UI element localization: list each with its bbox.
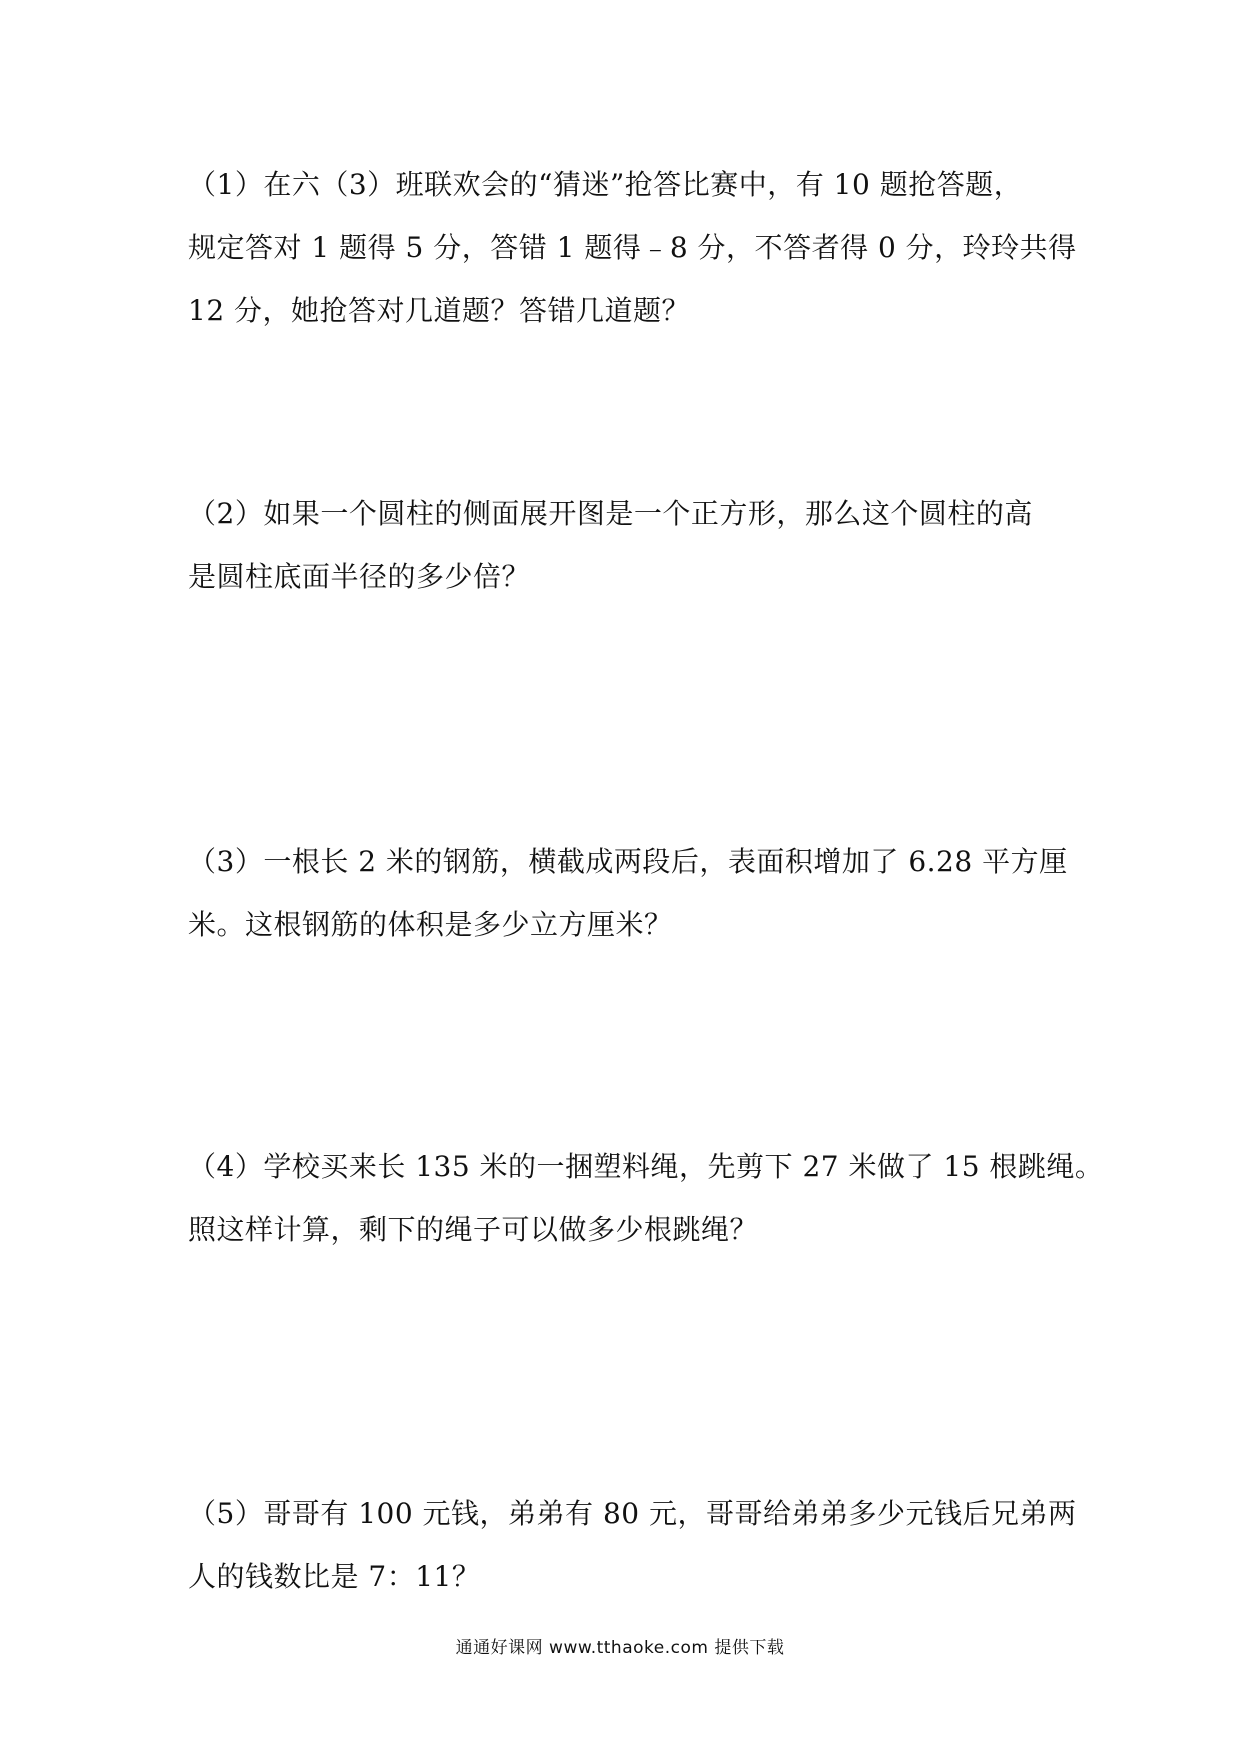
question-1-line-3: 12 分，她抢答对几道题？答错几道题？ — [188, 294, 691, 327]
question-1-line-2: 规定答对 1 题得 5 分，答错 1 题得﹣8 分，不答者得 0 分，玲玲共得 — [188, 231, 1077, 264]
question-2-line-1: （2）如果一个圆柱的侧面展开图是一个正方形，那么这个圆柱的高 — [188, 497, 1033, 530]
question-5-line-2: 人的钱数比是 7：11？ — [188, 1560, 481, 1593]
question-3 — [188, 830, 1068, 956]
footer-source-text: 通通好课网 www.tthaoke.com 提供下载 — [455, 1638, 785, 1658]
question-4 — [188, 1135, 1104, 1261]
question-1-line-1: （1）在六（3）班联欢会的“猜迷”抢答比赛中，有 10 题抢答题， — [188, 168, 1023, 201]
question-2-line-2: 是圆柱底面半径的多少倍？ — [188, 560, 531, 593]
question-3-line-2: 米。这根钢筋的体积是多少立方厘米？ — [188, 908, 673, 941]
question-4-line-2: 照这样计算，剩下的绳子可以做多少根跳绳？ — [188, 1213, 759, 1246]
question-3-line-1: （3）一根长 2 米的钢筋，横截成两段后，表面积增加了 6.28 平方厘 — [188, 845, 1068, 878]
question-1 — [188, 153, 1077, 342]
question-4-line-1: （4）学校买来长 135 米的一捆塑料绳，先剪下 27 米做了 15 根跳绳。 — [188, 1150, 1104, 1183]
question-2 — [188, 482, 1058, 608]
question-5-line-1: （5）哥哥有 100 元钱，弟弟有 80 元，哥哥给弟弟多少元钱后兄弟两 — [188, 1497, 1077, 1530]
question-5 — [188, 1482, 1077, 1608]
